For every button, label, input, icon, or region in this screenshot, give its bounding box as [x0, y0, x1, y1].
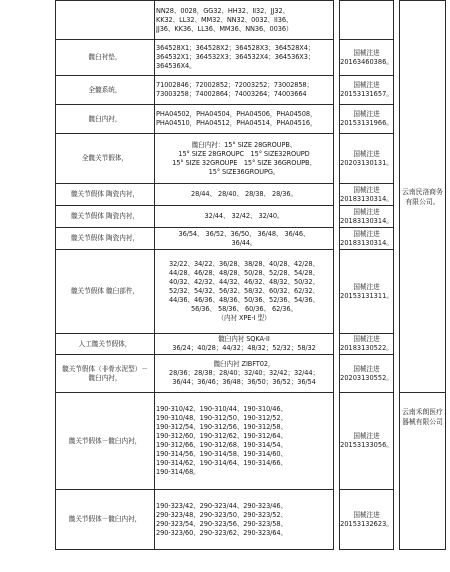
spacer-cell — [394, 206, 400, 228]
registration-cell — [340, 40, 394, 76]
registration-number: 20163460386。 — [340, 57, 393, 66]
product-name-cell: 髋臼内衬， — [56, 105, 155, 134]
registration-number: 20203130552。 — [340, 373, 393, 382]
registration-cell — [340, 490, 394, 550]
spec-cell — [155, 228, 334, 250]
spec-line: 15° SIZE36GROUPG。 — [208, 167, 280, 176]
registration-number: 20153132623。 — [340, 519, 393, 528]
spacer-cell — [394, 105, 400, 134]
table-row — [56, 250, 446, 334]
registration-cell — [340, 355, 394, 393]
spec-line: 52/32、54/32、56/32、58/32、60/32、62/32、 — [169, 287, 319, 295]
spec-cell — [155, 134, 334, 184]
registration-cell — [340, 1, 394, 40]
spec-cell — [155, 1, 334, 40]
spec-cell — [155, 184, 334, 206]
table-row — [56, 134, 446, 184]
spec-line: 190-314/56、190-314/58、190-314/60、 — [156, 450, 287, 458]
registration-label: 国械注进 — [353, 432, 380, 440]
registration-cell — [340, 134, 394, 184]
table-row — [56, 206, 446, 228]
spec-line: 190-310/48、190-312/50、190-312/52、 — [156, 414, 287, 422]
spec-cell — [155, 490, 334, 550]
registration-number: 20153131966。 — [340, 119, 393, 127]
spec-line: PHA04510，PHA04512，PHA04514，PHA04516， — [156, 119, 317, 127]
registration-number: 20153131657。 — [340, 90, 393, 98]
registration-cell — [340, 184, 394, 206]
spec-line: 290-323/60、290-323/62、290-323/64、 — [156, 528, 287, 537]
spec-line: 290-323/54、290-323/56、290-323/58、 — [156, 519, 287, 528]
registration-number: 20183130314。 — [340, 194, 393, 203]
spec-line: 36/54、 36/52、36/50、 36/48、 36/46、 — [178, 229, 310, 238]
spec-line: KK32、LL32、MM32、NN32、0032、II36、 — [156, 15, 293, 24]
spec-cell — [155, 250, 334, 334]
spacer-cell — [394, 184, 400, 206]
spec-line: 190-312/66、190-312/68、190-314/54、 — [156, 441, 287, 449]
registration-number: 20153131311。 — [340, 291, 393, 300]
spec-line: 15° SIZE 28GROUPC 15° SIZE32ROUPD — [178, 149, 310, 158]
registration-table — [55, 0, 446, 550]
registration-cell — [340, 393, 394, 490]
registration-cell — [340, 76, 394, 105]
registration-cell — [340, 334, 394, 355]
spec-line: 71002846；72002852；72003252；73002858； — [156, 81, 314, 89]
company-cell: 云南禾朗医疗器械有限公司 — [400, 393, 446, 550]
product-name-cell: 人工髋关节假体， — [56, 334, 155, 355]
spec-line: 32/22、34/22、36/28、38/28、40/28、42/28、 — [169, 260, 319, 268]
spec-cell — [155, 206, 334, 228]
registration-label: 国械注进 — [353, 81, 380, 89]
spec-line: 364532X1；364532X3；364532X4；364536X3； — [156, 53, 315, 61]
table-row — [56, 1, 446, 40]
spec-line: 190-314/62、190-314/64、190-314/66、 — [156, 459, 287, 467]
spec-line: 190-312/54、190-312/56、190-312/58、 — [156, 423, 287, 431]
spec-line: 44/28、46/28、48/28、50/28、52/28、54/28、 — [169, 269, 319, 277]
registration-cell — [340, 105, 394, 134]
product-name-cell: 髋关节假体 髋臼部件， — [56, 250, 155, 334]
product-name-cell — [56, 1, 155, 40]
registration-label: 国械注进 — [353, 48, 380, 57]
spec-line: 364536X4。 — [156, 62, 196, 70]
table-row — [56, 76, 446, 105]
registration-label: 国械注进 — [353, 185, 380, 194]
spacer-cell — [394, 490, 400, 550]
registration-label: 国械注进 — [353, 110, 380, 118]
spec-line: 36/24；40/28；44/32；48/32；52/32；58/32 — [172, 344, 316, 352]
table-row — [56, 393, 446, 490]
spec-cell — [155, 355, 334, 393]
spec-line: 髋臼内衬：15° SIZE 28GROUPB、 — [191, 140, 297, 149]
table-row — [56, 355, 446, 393]
spacer-cell — [394, 355, 400, 393]
product-name-cell: 髋关节假体（非骨水泥型）－髋臼内衬， — [56, 355, 155, 393]
spacer-cell — [394, 40, 400, 76]
spec-line: 290-323/48、290-323/50、290-323/52、 — [156, 510, 287, 519]
registration-number: 20183130314。 — [340, 238, 393, 247]
registration-label: 国械注进 — [353, 510, 380, 519]
table-row — [56, 334, 446, 355]
product-name-cell: 全髋系统， — [56, 76, 155, 105]
spacer-cell — [394, 250, 400, 334]
spec-line: 44/36、46/36、48/36、50/36、52/36、54/36、 — [169, 296, 319, 304]
spec-line: （内衬 XPE-I 型） — [217, 314, 271, 322]
registration-label: 国械注进 — [353, 207, 380, 216]
product-name-cell: 髋关节假体 陶瓷内衬， — [56, 228, 155, 250]
spacer-cell — [394, 228, 400, 250]
table-row — [56, 228, 446, 250]
spec-line: 73003258；74002864；74003264；74003664 — [156, 90, 307, 98]
spec-cell — [155, 76, 334, 105]
product-name-cell: 髋关节假体 陶瓷内衬， — [56, 184, 155, 206]
registration-label: 国械注进 — [353, 335, 380, 343]
product-name-cell: 全髋关节假体， — [56, 134, 155, 184]
product-name-cell: 髋臼衬垫， — [56, 40, 155, 76]
registration-label: 国械注进 — [353, 282, 380, 291]
spec-line: PHA04502，PHA04504，PHA04506，PHA04508， — [156, 110, 317, 118]
spec-line: 190-312/60、190-312/62、190-312/64、 — [156, 432, 287, 440]
spec-line: 28/44、 28/40、 28/38、 28/36。 — [191, 190, 297, 198]
registration-label: 国械注进 — [353, 229, 380, 238]
product-name-cell: 髋关节假体－髋臼内衬， — [56, 393, 155, 490]
spec-cell — [155, 40, 334, 76]
spec-line: 髋臼内衬 ZIBFT02， — [213, 360, 275, 368]
company-cell: 云南民洛商务有限公司。 — [400, 1, 446, 393]
spec-line: JJ36、KK36、LL36、MM36、NN36、0036） — [156, 24, 293, 33]
registration-number: 20153133056。 — [340, 441, 393, 449]
spec-line: NN28、0028，GG32、HH32、II32、JJ32、 — [156, 6, 290, 15]
registration-number: 20183130314。 — [340, 216, 393, 225]
registration-number: 20203130131。 — [340, 158, 393, 167]
product-name-cell: 髋关节假体 陶瓷内衬， — [56, 206, 155, 228]
table-row — [56, 40, 446, 76]
spec-line: 32/44、 32/42、 32/40。 — [204, 212, 284, 220]
registration-cell — [340, 228, 394, 250]
registration-label: 国械注进 — [353, 149, 380, 158]
table-row — [56, 184, 446, 206]
spacer-cell — [394, 76, 400, 105]
spec-line: 40/32、42/32、44/32、46/32、48/32、50/32、 — [169, 278, 319, 286]
spacer-cell — [394, 334, 400, 355]
table-row — [56, 490, 446, 550]
registration-cell — [340, 250, 394, 334]
spec-line: 15° SIZE 32GROUPE 15° SIZE 36GROUPB、 — [172, 158, 316, 167]
spec-cell — [155, 334, 334, 355]
spec-line: 28/36；28/38；28/40；32/40；32/42；32/44； — [169, 369, 319, 377]
spec-line: 56/36、 58/36、 60/36、 62/36。 — [191, 305, 297, 313]
spec-cell — [155, 105, 334, 134]
spec-line: 190-323/42、290-323/44、290-323/46、 — [156, 501, 287, 510]
product-name-cell: 髋关节假体－髋臼内衬， — [56, 490, 155, 550]
spec-line: 36/44；36/46；36/48；36/50；36/52；36/54 — [172, 378, 316, 386]
spec-line: 髋臼内衬 SQKA-II — [218, 335, 270, 343]
spec-line: 36/44。 — [231, 238, 257, 247]
spacer-cell — [394, 134, 400, 184]
registration-cell — [340, 206, 394, 228]
spec-line: 190-310/42、190-310/44、190-310/46、 — [156, 405, 287, 413]
spec-line: 364528X1；364528X2；364528X3；364528X4； — [156, 44, 315, 52]
table-row — [56, 105, 446, 134]
spec-cell — [155, 393, 334, 490]
spec-line: 190-314/68。 — [156, 468, 200, 476]
registration-label: 国械注进 — [353, 364, 380, 373]
registration-number: 20183130522。 — [340, 344, 393, 352]
